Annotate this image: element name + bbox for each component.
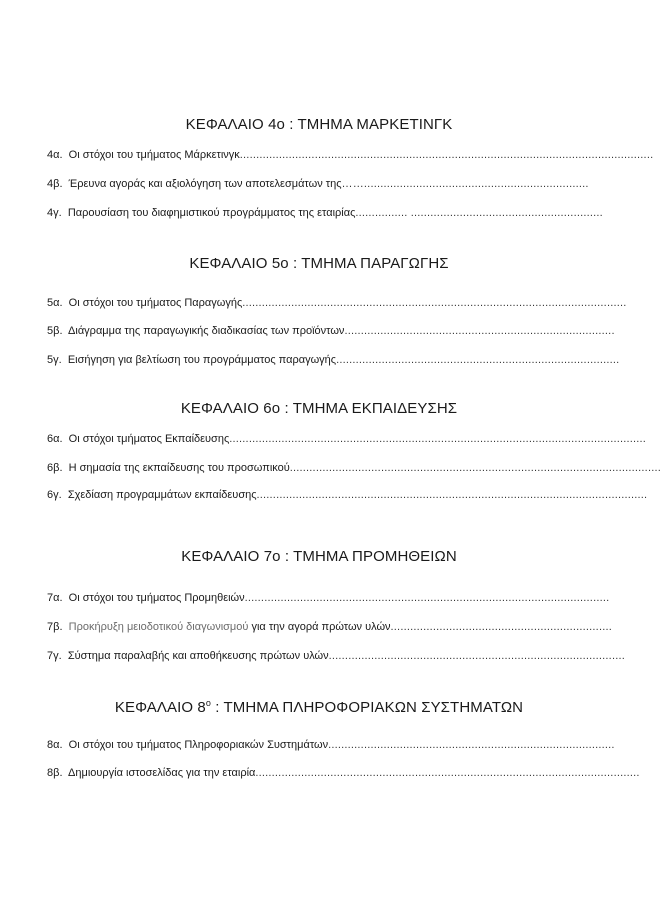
entry-text: Οι στόχοι τμήματος Εκπαίδευσης (68, 433, 230, 445)
entry-number: 7γ. (47, 650, 62, 662)
entry-leader-dots: ....................................................................................... (336, 354, 620, 366)
entry-text: Εισήγηση για βελτίωση του προγράμματος παραγωγής (67, 354, 337, 366)
entry-number: 6α. (47, 433, 63, 445)
toc-entry (47, 432, 647, 446)
toc-entry (47, 177, 589, 191)
entry-number: 5γ. (47, 354, 62, 366)
entry-text: Σύστημα παραλαβής και αποθήκευσης πρώτων υλών (67, 650, 329, 662)
entry-leader-dots: ……..................................................................... (341, 178, 589, 190)
toc-entry (47, 353, 620, 367)
toc-entry (47, 620, 612, 634)
entry-leader-dots: .................................................................... (390, 621, 612, 633)
chapter-4-heading (0, 116, 638, 133)
chapter-6-heading (0, 400, 638, 417)
entry-leader-dots: ............................................................................................................................... (239, 149, 654, 161)
entry-text: Οι στόχοι του τμήματος Μάρκετινγκ (68, 149, 240, 161)
entry-text: Διάγραμμα της παραγωγικής διαδικασίας των προϊόντων (68, 325, 345, 337)
entry-text: Παρουσίαση του διαφημιστικού προγράμματος της εταιρίας (67, 207, 356, 219)
entry-leader-dots: .................................................................................................................. (289, 462, 661, 474)
toc-entry (47, 649, 625, 663)
entry-number: 5β. (47, 325, 63, 337)
entry-text: Έρευνα αγοράς και αξιολόγηση των αποτελεσμάτων της (68, 178, 342, 190)
chapter-title: ΚΕΦΑΛΑΙΟ 6ο : ΤΜΗΜΑ ΕΚΠΑΙΔΕΥΣΗΣ (180, 400, 458, 417)
toc-entry (47, 324, 615, 338)
entry-leader-dots: ................................................................................................................ (244, 592, 610, 604)
entry-leader-dots: ...................................................................................................................... (242, 297, 627, 309)
entry-number: 4β. (47, 178, 63, 190)
entry-text: Οι στόχοι του τμήματος Πληροφοριακών Συστημάτων (68, 739, 329, 751)
entry-text: Σχεδίαση προγραμμάτων εκπαίδευσης (67, 489, 257, 501)
entry-number: 4α. (47, 149, 63, 161)
toc-entry (47, 766, 640, 780)
entry-number: 4γ. (47, 207, 62, 219)
entry-text: Η σημασία της εκπαίδευσης του προσωπικού (68, 462, 290, 474)
entry-leader-dots: ................................................................................................................................ (229, 433, 647, 445)
entry-number: 6γ. (47, 489, 62, 501)
toc-entry (47, 738, 615, 752)
entry-text: Δημιουργία ιστοσελίδας για την εταιρία (68, 767, 256, 779)
entry-number: 8β. (47, 767, 63, 779)
chapter-title: ΚΕΦΑΛΑΙΟ 7ο : ΤΜΗΜΑ ΠΡΟΜΗΘΕΙΩΝ (181, 548, 457, 565)
entry-number: 6β. (47, 462, 63, 474)
entry-leader-dots: ........................................................................................................................ (256, 489, 648, 501)
entry-leader-dots: ...................................................................................................................... (255, 767, 640, 779)
toc-entry (47, 206, 603, 220)
entry-number: 7α. (47, 592, 63, 604)
toc-entry (47, 488, 648, 502)
entry-text: Οι στόχοι του τμήματος Παραγωγής (68, 297, 243, 309)
chapter-5-heading (0, 255, 638, 272)
chapter-title: ΚΕΦΑΛΑΙΟ 4ο : ΤΜΗΜΑ ΜΑΡΚΕΤΙΝΓΚ (185, 116, 453, 133)
toc-entry (47, 148, 654, 162)
entry-number: 5α. (47, 297, 63, 309)
toc-entry (47, 296, 627, 310)
chapter-title: ΚΕΦΑΛΑΙΟ 5ο : ΤΜΗΜΑ ΠΑΡΑΓΩΓΗΣ (189, 255, 449, 272)
entry-leader-dots: ........................................................................................ (328, 739, 615, 751)
chapter-8-heading (0, 698, 638, 716)
entry-number: 7β. (47, 621, 63, 633)
entry-text: για την αγορά πρώτων υλών (248, 621, 391, 633)
chapter-7-heading (0, 548, 638, 565)
entry-text-gray: Προκήρυξη μειοδοτικού διαγωνισμού (68, 621, 249, 633)
toc-entry (47, 461, 661, 475)
entry-leader-dots: ................................................................................... (344, 325, 615, 337)
entry-leader-dots: ................ ........................................................... (355, 207, 603, 219)
chapter-title: ΚΕΦΑΛΑΙΟ $8^o$ : ΤΜΗΜΑ ΠΛΗΡΟΦΟΡΙΑΚΩΝ ΣΥΣΤΗΜΑΤΩΝ (114, 698, 524, 716)
entry-text: Οι στόχοι του τμήματος Προμηθειών (68, 592, 245, 604)
toc-entry (47, 591, 610, 605)
entry-leader-dots: ........................................................................................... (328, 650, 625, 662)
entry-number: 8α. (47, 739, 63, 751)
